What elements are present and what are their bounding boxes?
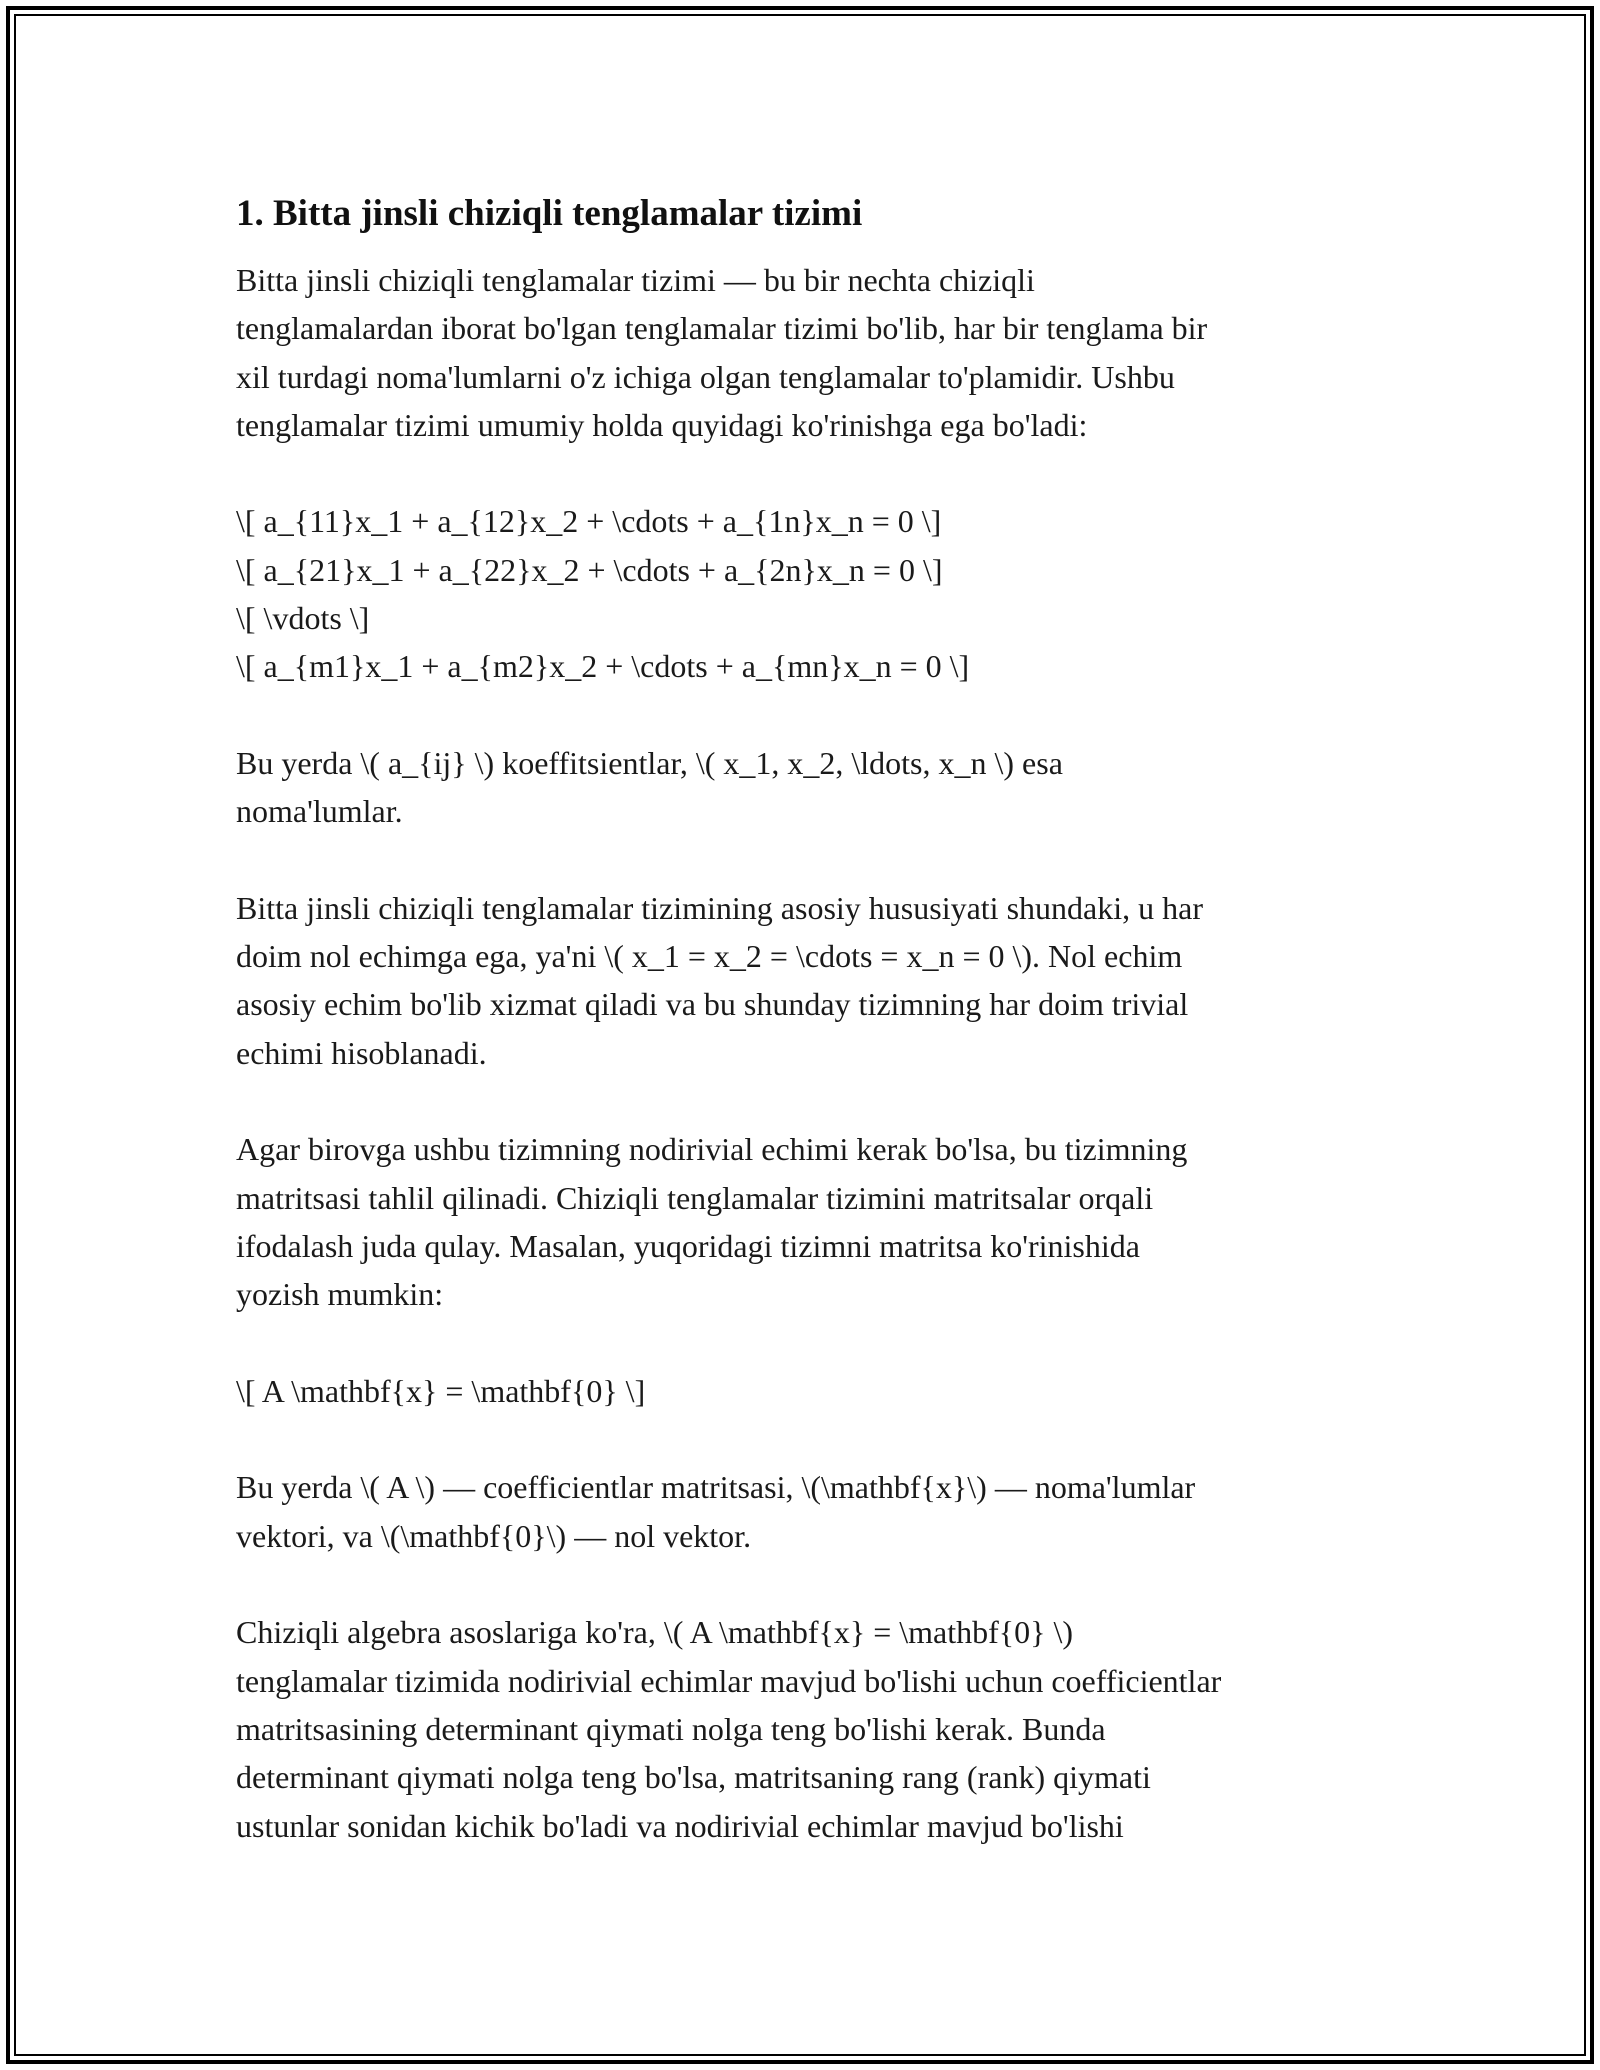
trivial-solution-paragraph: Bitta jinsli chiziqli tenglamalar tizimining asosiy hususiyati shundaki, u har doim nol echimga ega, ya'ni \( x_1 = x_2 = \cdots = x_n = 0 \). Nol echim asosiy echim bo'lib xizmat qiladi va bu shunday tizimning har doim trivial echimi hisoblanadi. xyxy=(236,889,1203,1071)
determinant-paragraph: Chiziqli algebra asoslariga ko'ra, \( A \mathbf{x} = \mathbf{0} \) tenglamalar tizimida nodirivial echimlar mavjud bo'lishi uchun coefficientlar matritsasining determinant qiymati nolga teng bo'lishi kerak. Bunda determinant qiymati nolga teng bo'lsa, matritsaning rang (rank) qiymati ustunlar sonidan kichik bo'ladi va nodirivial echimlar mavjud bo'lishi xyxy=(236,1614,1222,1844)
matrix-equation: \[ A \mathbf{x} = \mathbf{0} \] xyxy=(236,1372,646,1409)
coefficients-paragraph: Bu yerda \( a_{ij} \) koeffitsientlar, \( x_1, x_2, \ldots, x_n \) esa noma'lumlar. xyxy=(236,744,1063,830)
intro-paragraph: Bitta jinsli chiziqli tenglamalar tizimi — bu bir nechta chiziqli tenglamalardan iborat bo'lgan tenglamalar tizimi bo'lib, har bir tenglama bir xil turdagi noma'lumlarni o'z ichiga olgan tenglamalar to'plamidir. Ushbu tenglamalar tizimi umumiy holda quyidagi ko'rinishga ega bo'ladi: xyxy=(236,262,1208,443)
equation-line-1: \[ a_{11}x_1 + a_{12}x_2 + \cdots + a_{1n}x_n = 0 \] xyxy=(236,503,942,540)
document-body xyxy=(236,186,1386,1898)
matrix-equation-block xyxy=(236,1367,1386,1415)
system-equations-block xyxy=(236,497,1386,690)
equation-line-2: \[ a_{21}x_1 + a_{22}x_2 + \cdots + a_{2n}x_n = 0 \] xyxy=(236,551,943,588)
equation-line-m: \[ a_{m1}x_1 + a_{m2}x_2 + \cdots + a_{mn}x_n = 0 \] xyxy=(236,648,970,685)
matrix-terms-paragraph: Bu yerda \( A \) — coefficientlar matritsasi, \(\mathbf{x}\) — noma'lumlar vektori, va \(\mathbf{0}\) — nol vektor. xyxy=(236,1469,1196,1554)
equation-line-vdots: \[ \vdots \] xyxy=(236,600,370,637)
matrix-form-paragraph: Agar birovga ushbu tizimning nodirivial echimi kerak bo'lsa, bu tizimning matritsasi tahlil qilinadi. Chiziqli tenglamalar tizimini matritsalar orqali ifodalash juda qulay. Masalan, yuqoridagi tizimni matritsa ko'rinishida yozish mumkin: xyxy=(236,1131,1188,1313)
section-heading: 1. Bitta jinsli chiziqli tenglamalar tizimi xyxy=(236,193,863,234)
